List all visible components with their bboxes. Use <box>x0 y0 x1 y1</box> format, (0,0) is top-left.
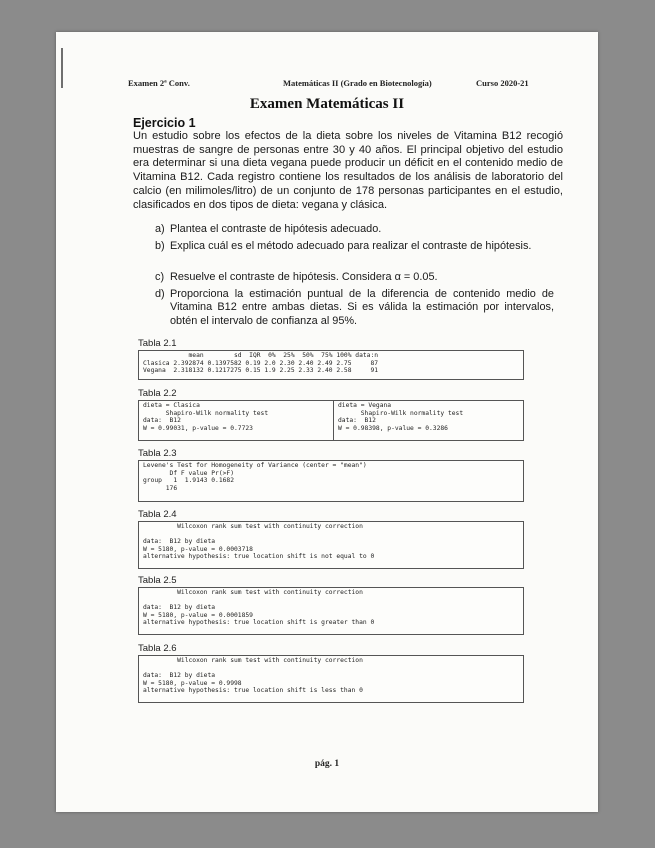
header-right: Curso 2020-21 <box>476 78 529 88</box>
page-title: Examen Matemáticas II <box>249 96 405 112</box>
page-number: pág. 1 <box>314 759 340 769</box>
table-2-5-label: Tabla 2.5 <box>138 575 177 586</box>
table-2-3-box: Levene's Test for Homogeneity of Variance (center = "mean") Df F value Pr(>F) group 1 1.9143 0.1682 176 <box>138 460 524 502</box>
table-2-2-left: dieta = Clasica Shapiro-Wilk normality test data: B12 W = 0.99031, p-value = 0.7723 <box>139 401 334 440</box>
table-2-3-label: Tabla 2.3 <box>138 448 177 459</box>
table-2-6-box: Wilcoxon rank sum test with continuity correction data: B12 by dieta W = 5180, p-value = 0.9998 alternative hypothesis: true location shift is less than 0 <box>138 655 524 703</box>
table-2-2-right: dieta = Vegana Shapiro-Wilk normality test data: B12 W = 0.98398, p-value = 0.3286 <box>334 401 523 440</box>
header-left: Examen 2ª Conv. <box>128 78 190 88</box>
exercise-intro: Un estudio sobre los efectos de la dieta sobre los niveles de Vitamina B12 recogió muestras de sangre de personas entre 30 y 40 años. El principal objetivo del estudio era determinar si una dieta vegana puede producir un déficit en el contenido medio de Vitamina B12. Cada registro contiene los resultados de los análisis de laboratorio del calcio (en milimoles/litro) de un conjunto de 178 personas participantes en el estudio, clasificados en dos tipos de dieta: vegana y clásica. <box>133 130 563 211</box>
table-2-1-label: Tabla 2.1 <box>138 338 177 349</box>
table-2-4-box: Wilcoxon rank sum test with continuity correction data: B12 by dieta W = 5180, p-value = 0.0003718 alternative hypothesis: true location shift is not equal to 0 <box>138 521 524 569</box>
table-2-4-label: Tabla 2.4 <box>138 509 177 520</box>
table-2-5-box: Wilcoxon rank sum test with continuity correction data: B12 by dieta W = 5180, p-value = 0.0001859 alternative hypothesis: true location shift is greater than 0 <box>138 587 524 635</box>
header-center: Matemáticas II (Grado en Biotecnología) <box>283 78 432 88</box>
punch-mark <box>61 48 63 88</box>
table-2-2-box <box>138 400 524 441</box>
table-2-1-box: mean sd IQR 0% 25% 50% 75% 100% data:n Clasica 2.392874 0.1397582 0.19 2.0 2.30 2.40 2.49 2.75 87 Vegana 2.318132 0.1217275 0.15 1.9 2.25 2.33 2.40 2.58 91 <box>138 350 524 380</box>
exercise-heading: Ejercicio 1 <box>133 116 196 130</box>
table-2-2-label: Tabla 2.2 <box>138 388 177 399</box>
table-2-6-label: Tabla 2.6 <box>138 643 177 654</box>
exam-page: Examen 2ª Conv. Matemáticas II (Grado en Biotecnología) Curso 2020-21 Examen Matemáticas II Ejercicio 1 Un estudio sobre los efectos de la dieta sobre los niveles de Vitamina B12 recogió muestras de sangre de personas entre 30 y 40 años. El principal objetivo del estudio era determinar si una dieta vegana puede producir un déficit en el contenido medio de Vitamina B12. Cada registro contiene los resultados de los análisis de laboratorio del calcio (en milimoles/litro) de un conjunto de 178 personas participantes en el estudio, clasificados en dos tipos de dieta: vegana y clásica. a) Plantea el contraste de hipótesis adecuado. b) Explica cuál es el método adecuado para realizar el contraste de hipótesis. c) Resuelve el contraste de hipótesis. Considera α = 0.05. d) Proporciona la estimación puntual de la diferencia de contenido medio de Vitamina B12 entre ambas dietas. Si es válida la estimación por intervalos, obtén el intervalo de confianza al 95%. Tabla 2.1 mean sd IQR 0% 25% 50% 75% 100% data:n Clasica 2.392874 0.1397582 0.19 2.0 2.30 2.40 2.49 2.75 87 Vegana 2.318132 0.1217275 0.15 1.9 2.25 2.33 2.40 2.58 91 Tabla 2.2 dieta = Clasica Shapiro-Wilk normality test data: B12 W = 0.99031, p-value = 0.7723 dieta = Vegana Shapiro-Wilk normality test data: B12 W = 0.98398, p-value = 0.3286 Tabla 2.3 Levene's Test for Homogeneity of Variance (center = "mean") Df F value Pr(>F) group 1 1.9143 0.1682 176 Tabla 2.4 Wilcoxon rank sum test with continuity correction data: B12 by dieta W = 5180, p-value = 0.0003718 alternative hypothesis: true location shift is not equal to 0 Tabla 2.5 Wilcoxon rank sum test with continuity correction data: B12 by dieta W = 5180, p-value = 0.0001859 alternative hypothesis: true location shift is greater than 0 Tabla 2.6 Wilcoxon rank sum test with continuity correction data: B12 by dieta W = 5180, p-value = 0.9998 alternative hypothesis: true location shift is less than 0 pág. 1 <box>56 32 598 812</box>
